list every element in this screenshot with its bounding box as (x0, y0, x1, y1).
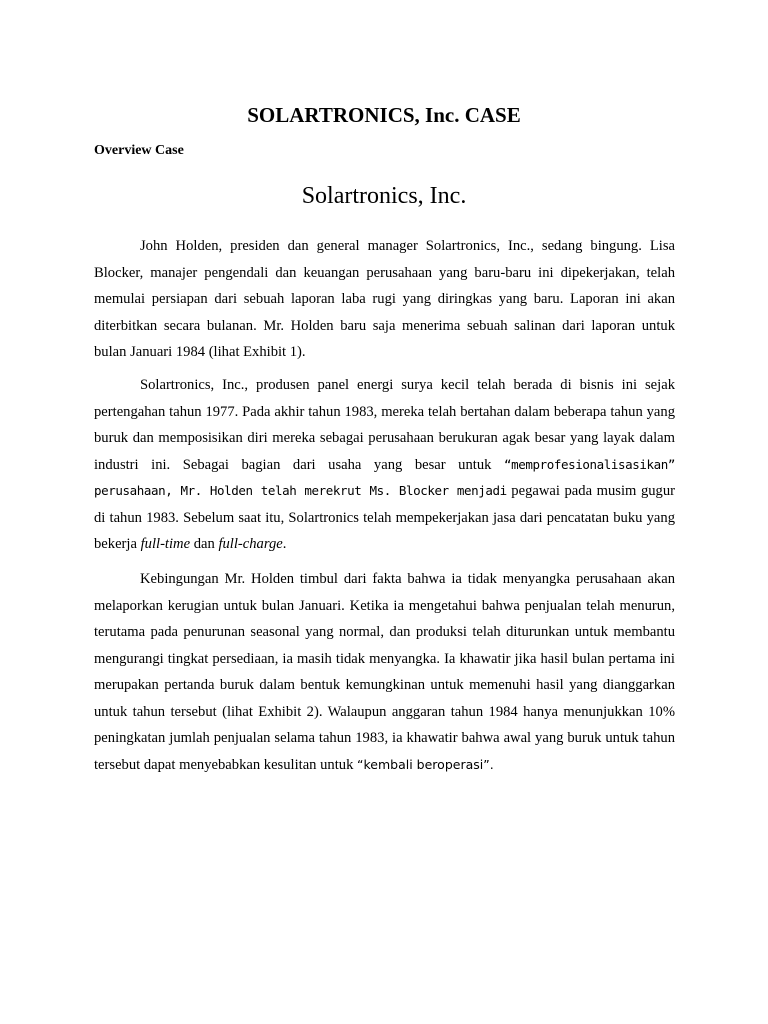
document-subtitle: Overview Case (94, 143, 184, 158)
case-title: Solartronics, Inc. (301, 183, 467, 209)
paragraph-3 (94, 566, 675, 778)
paragraph-2 (94, 372, 675, 558)
paragraph-1-text: John Holden, presiden dan general manager Solartronics, Inc., sedang bingung. Lisa Blocker, manajer pengendali dan keuangan perusahaan yang baru-baru ini dipekerjakan, telah memulai persiapan dari sebuah laporan laba rugi yang diringkas yang baru. Laporan ini akan diterbitkan secara bulanan. Mr. Holden baru saja menerima sebuah salinan dari laporan untuk bulan Januari 1984 (lihat Exhibit 1). (94, 238, 675, 360)
paragraph-2-text-middle: pegawai pada musim gugur di tahun 1983. Sebelum saat itu, Solartronics telah mempekerjakan jasa dari pencatatan buku yang bekerja (94, 483, 675, 552)
paragraph-2-connector: dan (193, 536, 215, 552)
paragraph-1 (94, 233, 675, 366)
paragraph-2-quote: “memprofesionalisasikan” perusahaan, Mr. Holden telah merekrut Ms. Blocker menjadi (94, 456, 675, 498)
paragraph-2-text-start: Solartronics, Inc., produsen panel energi surya kecil telah berada di bisnis ini sejak pertengahan tahun 1977. Pada akhir tahun 1983, mereka telah bertahan dalam beberapa tahun yang buruk dan memposisikan diri mereka sebagai perusahaan berukuran agak besar yang layak dalam industri ini. Sebagai bagian dari usaha yang besar untuk (94, 377, 675, 473)
paragraph-3-quote: “kembali beroperasi”. (357, 756, 494, 772)
italic-full-charge: full-charge (218, 536, 283, 552)
paragraph-3-text: Kebingungan Mr. Holden timbul dari fakta bahwa ia tidak menyangka perusahaan akan melaporkan kerugian untuk bulan Januari. Ketika ia mengetahui bahwa penjualan telah menurun, terutama pada penurunan seasonal yang normal, dan produksi telah diturunkan untuk membantu mengurangi tingkat persediaan, ia masih tidak menyangka. Ia khawatir jika hasil bulan pertama ini merupakan pertanda buruk dalam bentuk kemungkinan untuk memenuhi hasil yang dianggarkan untuk tahun tersebut (lihat Exhibit 2). Walaupun anggaran tahun 1984 hanya menunjukkan 10% peningkatan jumlah penjualan selama tahun 1983, ia khawatir bahwa awal yang buruk untuk tahun tersebut dapat menyebabkan kesulitan untuk (94, 571, 675, 773)
italic-full-time: full-time (140, 536, 191, 552)
paragraph-2-end: . (282, 536, 287, 552)
document-title: SOLARTRONICS, Inc. CASE (247, 103, 521, 127)
